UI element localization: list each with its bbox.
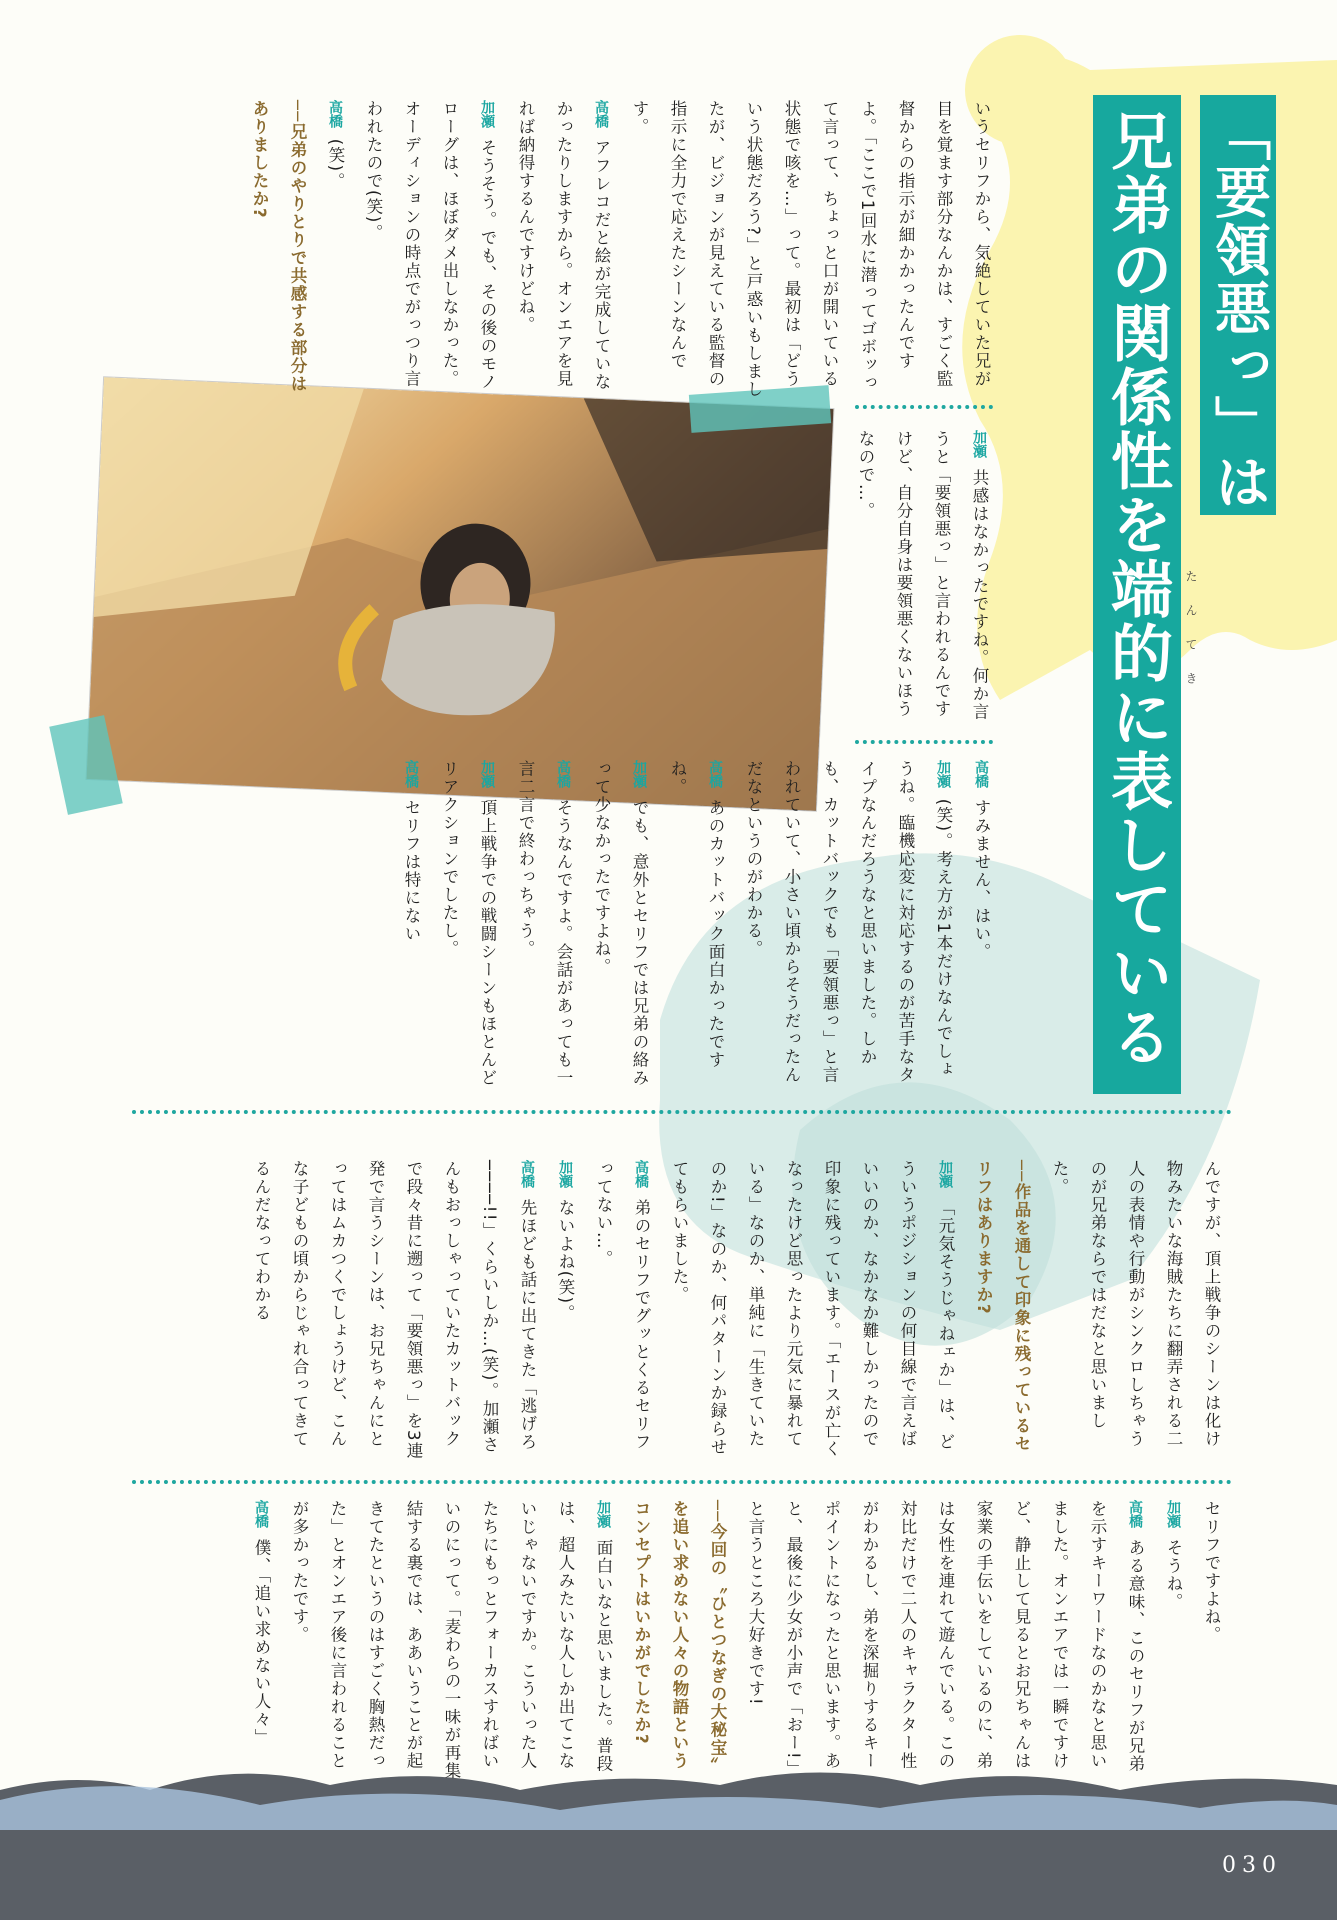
speaker-label: 加瀬 [631,760,647,788]
paragraph-text: 頂上戦争での戦闘シーンもほとんどリアクションでしたし。 [440,760,497,1087]
speaker-label: 加瀬 [937,1160,953,1188]
paragraph-text: 共感はなかったですね。何か言うと「要領悪っ」と言われるんですけど、自分自身は要領悪くないほうなので…。 [856,430,989,721]
interview-paragraph [354,100,506,400]
separator-right-top [855,405,993,409]
paragraph-text: そうそう。でも、その後のモノローグは、ほぼダメ出しなかった。オーディションの時点でがっつり言われたので(笑)。 [364,100,497,391]
speaker-label: 加瀬 [1165,1500,1181,1528]
speaker-label: 加瀬 [971,430,987,458]
speaker-label: 高橋 [327,100,343,128]
interview-paragraph [962,760,1000,1090]
interview-paragraph [736,1500,1154,1780]
speaker-label: 高橋 [403,760,419,788]
interview-paragraph [280,1500,622,1780]
interview-paragraph [584,1160,660,1460]
speaker-label: 加瀬 [935,760,951,788]
speaker-label: 高橋 [973,760,989,788]
scene-illustration [87,377,834,810]
paragraph-text: アフレコだと絵が完成していなかったりしますから。オンエアを見れば納得するんですけどね。 [516,100,611,391]
speaker-label: 加瀬 [479,100,495,128]
paragraph-text: 弟のセリフでグッとくるセリフってない…。 [594,1160,651,1451]
speaker-label: 加瀬 [479,760,495,788]
paragraph-text: (笑)。 [326,138,345,191]
paragraph-text: 先ほども話に出てきた「逃げろ────!!」くらいしか…(笑)。加瀬さんもおっしゃっていたカットバックで段々昔に遡って「要領悪っ」を3連発で言うシーンは、お兄ちゃんにとってはムカつくでしょうけど、こんな子どもの頃からじゃれ合ってきてるんだなってわかる [252,1160,537,1460]
paragraph-text: 面白いなと思いました。普段は、超人みたいな人しか出てこないじゃないですか。こういった人たちにもっとフォーカスすればいいのにって。「麦わらの一味が再集結する裏では、ああいうことが起きてたというのはすごく胸熱だった」とオンエア後に言われることが多かったです。 [290,1500,613,1780]
paragraph-text: そうなんですよ。会話があっても一言二言で終わっちゃう。 [516,760,573,1087]
interview-paragraph [660,1160,964,1460]
title-line-1: 「要領悪っ」は [1206,105,1271,511]
paragraph-text: いうセリフから、気絶していた兄が目を覚ます部分なんかは、すごく監督からの指示が細かかったんですよ。「ここで1回水に潜ってゴボッって言って、ちょっと口が開いている状態で咳を…」って。最初は「どういう状態だろう?」と戸惑いもしましたが、ビジョンが見えている監督の指示に全力で応えたシーンなんです。 [630,100,991,399]
paragraph-text: あのカットバック面白かったですね。 [668,760,725,1069]
speaker-label: 高橋 [633,1160,649,1188]
page-number: 030 [1222,1853,1282,1878]
separator-right-mid [855,740,993,744]
anime-still-image [87,377,834,810]
speaker-label: 高橋 [555,760,571,788]
interview-paragraph [546,1160,584,1460]
interview-question [622,1500,736,1780]
title-line-2: 兄弟の関係性を端的に表している [1100,109,1174,1069]
interview-paragraph [392,760,430,1090]
interview-paragraph [620,100,1000,400]
interview-paragraph [658,760,734,1090]
interview-paragraph [506,100,620,400]
interview-paragraph [242,1160,546,1460]
title-band-2 [1093,95,1181,1094]
column-top [130,100,1000,400]
paragraph-text: でも、意外とセリフでは兄弟の絡みって少なかったですよね。 [592,760,649,1087]
column-bottom-left [130,1160,1230,1460]
speaker-label: 加瀬 [557,1160,573,1188]
paragraph-text: ないよね(笑)。 [556,1198,575,1323]
question-text: ──今回の〝ひとつなぎの大秘宝〟を追い求めない人々の物語というコンセプトはいかがでしたか? [632,1500,727,1775]
paragraph-text: んですが、頂上戦争のシーンは化け物みたいな海賊たちに翻弄される二人の表情や行動がシンクロしちゃうのが兄弟ならではだなと思いました。 [1050,1160,1221,1448]
interview-paragraph [1192,1500,1230,1780]
title-band-1 [1200,95,1276,515]
separator-middle [132,1110,1232,1114]
interview-paragraph [734,760,962,1090]
title-ruby: たんてき [1184,570,1198,706]
column-bottom-right [130,1500,1230,1780]
speaker-label: 高橋 [519,1160,535,1188]
speaker-label: 高橋 [593,100,609,128]
column-right-mid [858,430,998,725]
paragraph-text: 僕、「追い求めない人々」 [252,1538,271,1747]
question-text: ──作品を通して印象に残っているセリフはありますか? [974,1160,1031,1453]
column-right-lower [130,760,1000,1090]
separator-lower [132,1480,1232,1484]
speaker-label: 高橋 [253,1500,269,1528]
paragraph-text: セリフは特にない [402,798,421,943]
interview-paragraph [430,760,506,1090]
interview-paragraph [1040,1160,1230,1460]
paragraph-text: 「元気そうじゃねェか」は、どういうポジションの何目線で言えばいいのか、なかなか難しかったので印象に残っています。「エースが亡くなったけど思ったより元気に暴れている」なのか、単純に「生きていたのか!」なのか、何パターンか録らせてもらいました。 [670,1160,955,1458]
interview-paragraph [316,100,354,400]
paragraph-text: (笑)。考え方が1本だけなんでしょうね。臨機応変に対応するのが苦手なタイプなんだろうなと思いました。しかも、カットバックでも「要領悪っ」と言われていて、小さい頃からそうだったんだなというのがわかる。 [744,760,953,1084]
interview-paragraph [846,430,998,725]
interview-paragraph [582,760,658,1090]
paragraph-text: セリフですよね。 [1202,1500,1221,1644]
interview-question [964,1160,1040,1460]
speaker-label: 高橋 [1127,1500,1143,1528]
question-text: ──兄弟のやりとりで共感する部分はありましたか? [250,100,307,393]
interview-paragraph [506,760,582,1090]
interview-paragraph [1154,1500,1192,1780]
paragraph-text: そうね。 [1164,1538,1183,1611]
interview-paragraph [242,1500,280,1780]
interview-question [240,100,316,400]
paragraph-text: すみません、はい。 [972,798,991,961]
speaker-label: 加瀬 [595,1500,611,1528]
speaker-label: 高橋 [707,760,723,788]
paragraph-text: ある意味、このセリフが兄弟を示すキーワードなのかなと思いました。オンエアでは一瞬ですけど、静止して見るとお兄ちゃんは家業の手伝いをしているのに、弟は女性を連れて遊んでいる。この対比だけで二人のキャラクター性がわかるし、弟を深掘りするキーポイントになったと思います。あと、最後に少女が小声で「おー!」と言うところ大好きです! [746,1500,1145,1779]
